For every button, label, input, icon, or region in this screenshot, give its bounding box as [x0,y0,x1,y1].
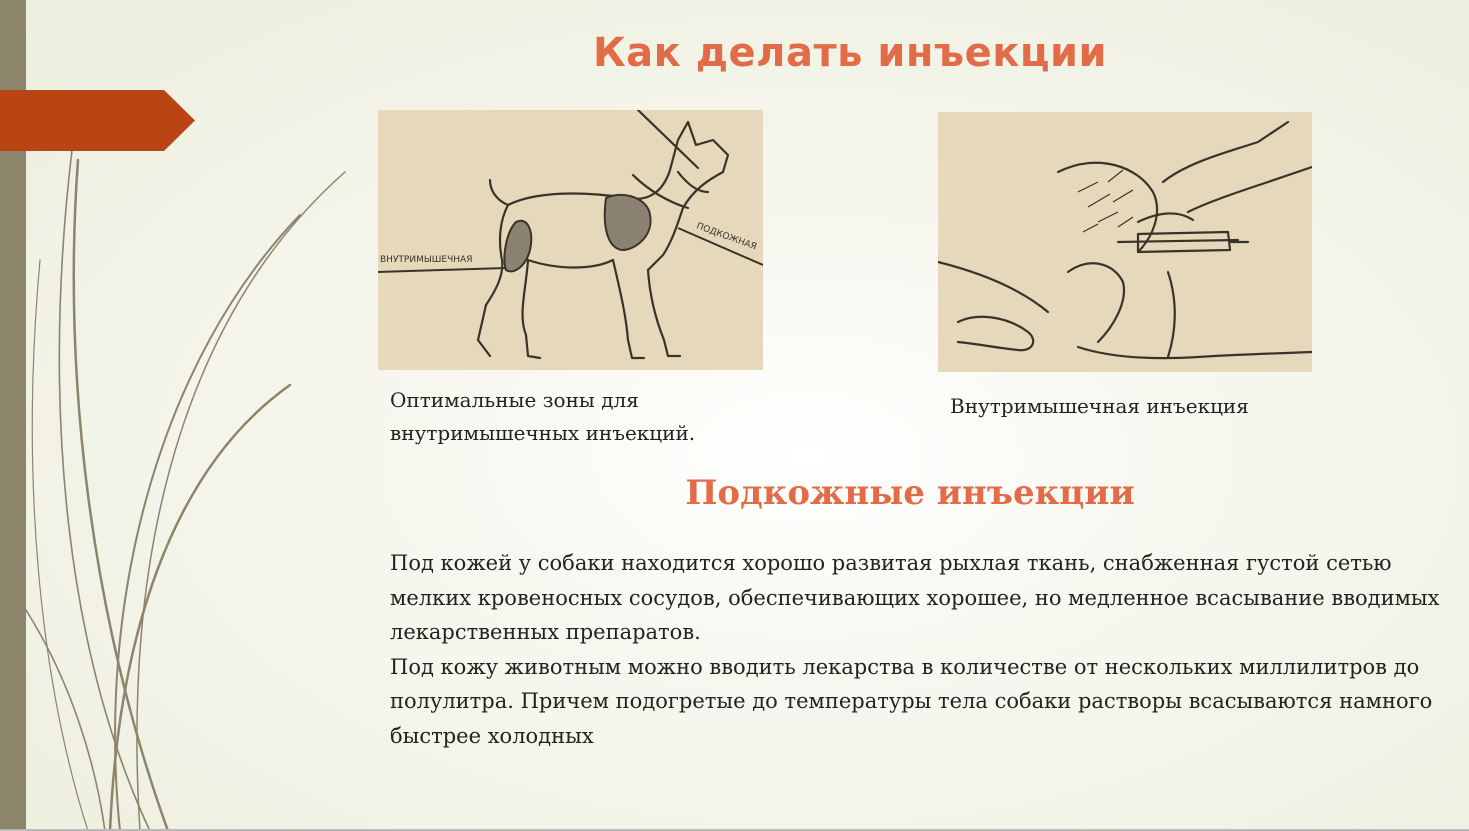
section-heading: Подкожные инъекции [685,473,1135,513]
slide-title: Как делать инъекции [592,30,1108,76]
label-intramuscular: ВНУТРИМЫШЕЧНАЯ [380,255,473,265]
body-text [390,546,1450,753]
caption-line: Внутримышечная инъекция [950,394,1249,418]
caption-line: Оптимальные зоны для [390,388,639,412]
intramuscular-injection-image [938,112,1312,372]
caption-line: внутримышечных инъекций. [390,421,696,445]
title-arrow-tab [0,90,195,151]
image-caption-intramuscular [950,390,1310,423]
image-caption-zones [390,384,810,450]
paragraph: Под кожей у собаки находится хорошо развитая рыхлая ткань, снабженная густой сетью мелких кровеносных сосудов, обеспечивающих хорошее, но медленное всасывание вводимых лекарственных препаратов. [390,551,1440,644]
paragraph: Под кожу животным можно вводить лекарства в количестве от нескольких миллилитров до полулитра. Причем подогретые до температуры тела собаки растворы всасываются намного быстрее холодных [390,654,1433,748]
label-subcutaneous: ПОДКОЖНАЯ [694,221,758,253]
dog-injection-zones-image [378,110,763,370]
